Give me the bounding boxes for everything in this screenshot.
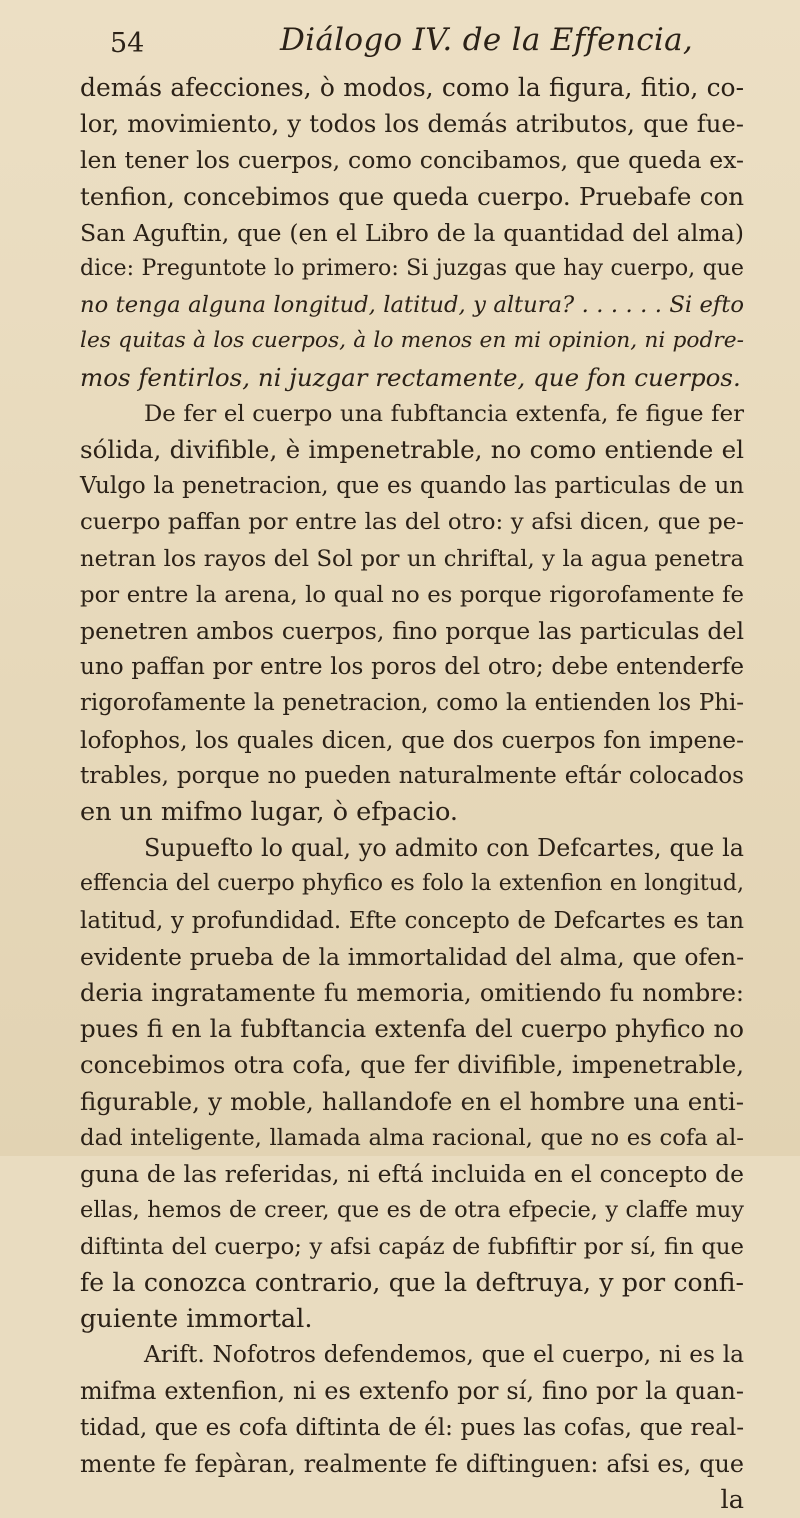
text-line: mifma extenfion, ni es extenfo por sí, fino por la quan- <box>80 1377 744 1406</box>
text-line: lor, movimiento, y todos los demás atributos, que fue- <box>80 109 744 139</box>
body-text <box>80 70 744 1518</box>
text-line: sólida, divifible, è impenetrable, no como entiende el <box>80 435 744 465</box>
text-line: demás afecciones, ò modos, como la figura, fitio, co- <box>80 73 744 102</box>
text-line: rigorofamente la penetracion, como la entienden los Phi- <box>80 690 744 717</box>
text-line: San Aguftin, que (en el Libro de la quantidad del alma) <box>80 218 744 247</box>
text-line: tidad, que es cofa diftinta de él: pues las cofas, que real- <box>80 1414 744 1441</box>
text-line: mente fe fepàran, realmente fe diftinguen: afsi es, que <box>80 1449 744 1478</box>
text-line: fe la conozca contrario, que la deftruya, y por confi- <box>80 1267 744 1297</box>
text-line: diftinta del cuerpo; y afsi capáz de fubfiftir por sí, fin que <box>80 1233 744 1260</box>
text-line: Arift. Nofotros defendemos, que el cuerpo, ni es la <box>144 1341 744 1369</box>
text-line: latitud, y profundidad. Efte concepto de Defcartes es tan <box>80 907 744 934</box>
text-line: dice: Preguntote lo primero: Si juzgas que hay cuerpo, que <box>80 256 744 282</box>
text-line: tenfion, concebimos que queda cuerpo. Pruebafe con <box>80 181 744 211</box>
text-line: guna de las referidas, ni eftá incluida en el concepto de <box>80 1160 744 1189</box>
text-line: cuerpo paffan por entre las del otro: y afsi dicen, que pe- <box>80 509 744 536</box>
text-line: len tener los cuerpos, como concibamos, que queda ex- <box>80 146 744 175</box>
text-line: pues fi en la fubftancia extenfa del cuerpo phyfico no <box>80 1014 744 1044</box>
text-line: no tenga alguna longitud, latitud, y altura? . . . . . . Si efto <box>80 292 744 319</box>
running-title: Diálogo IV. de la Effencia, <box>280 22 694 58</box>
text-line: evidente prueba de la immortalidad del alma, que ofen- <box>80 942 744 971</box>
text-line: netran los rayos del Sol por un chriftal, y la agua penetra <box>80 545 744 572</box>
text-line: uno paffan por entre los poros del otro; debe entenderfe <box>80 654 744 681</box>
text-line: les quitas à los cuerpos, à lo menos en mi opinion, ni podre- <box>80 328 744 354</box>
text-line: la <box>720 1484 744 1515</box>
page-header <box>80 22 744 70</box>
text-line: Vulgo la penetracion, que es quando las particulas de un <box>80 473 744 500</box>
text-line: por entre la arena, lo qual no es porque rigorofamente fe <box>80 581 744 608</box>
text-line: trables, porque no pueden naturalmente eftár colocados <box>80 762 744 789</box>
text-line: effencia del cuerpo phyfico es folo la extenfion en longitud, <box>80 871 744 897</box>
text-line: Supuefto lo qual, yo admito con Defcartes, que la <box>144 834 744 863</box>
page-number: 54 <box>110 28 145 59</box>
text-line: guiente immortal. <box>80 1303 313 1334</box>
text-line: ellas, hemos de creer, que es de otra efpecie, y claffe muy <box>80 1197 744 1224</box>
text-line: penetren ambos cuerpos, fino porque las particulas del <box>80 617 744 646</box>
text-line: lofophos, los quales dicen, que dos cuerpos fon impene- <box>80 725 744 754</box>
text-line: figurable, y moble, hallandofe en el hombre una enti- <box>80 1086 744 1116</box>
text-line: en un mifmo lugar, ò efpacio. <box>80 797 459 828</box>
text-line: concebimos otra cofa, que fer divifible, impenetrable, <box>80 1050 744 1080</box>
text-line: dad inteligente, llamada alma racional, que no es cofa al- <box>80 1124 744 1151</box>
text-line: mos fentirlos, ni juzgar rectamente, que fon cuerpos. <box>80 362 741 392</box>
text-line: De fer el cuerpo una fubftancia extenfa, fe figue fer <box>144 400 744 427</box>
text-line: deria ingratamente fu memoria, omitiendo fu nombre: <box>80 979 744 1008</box>
